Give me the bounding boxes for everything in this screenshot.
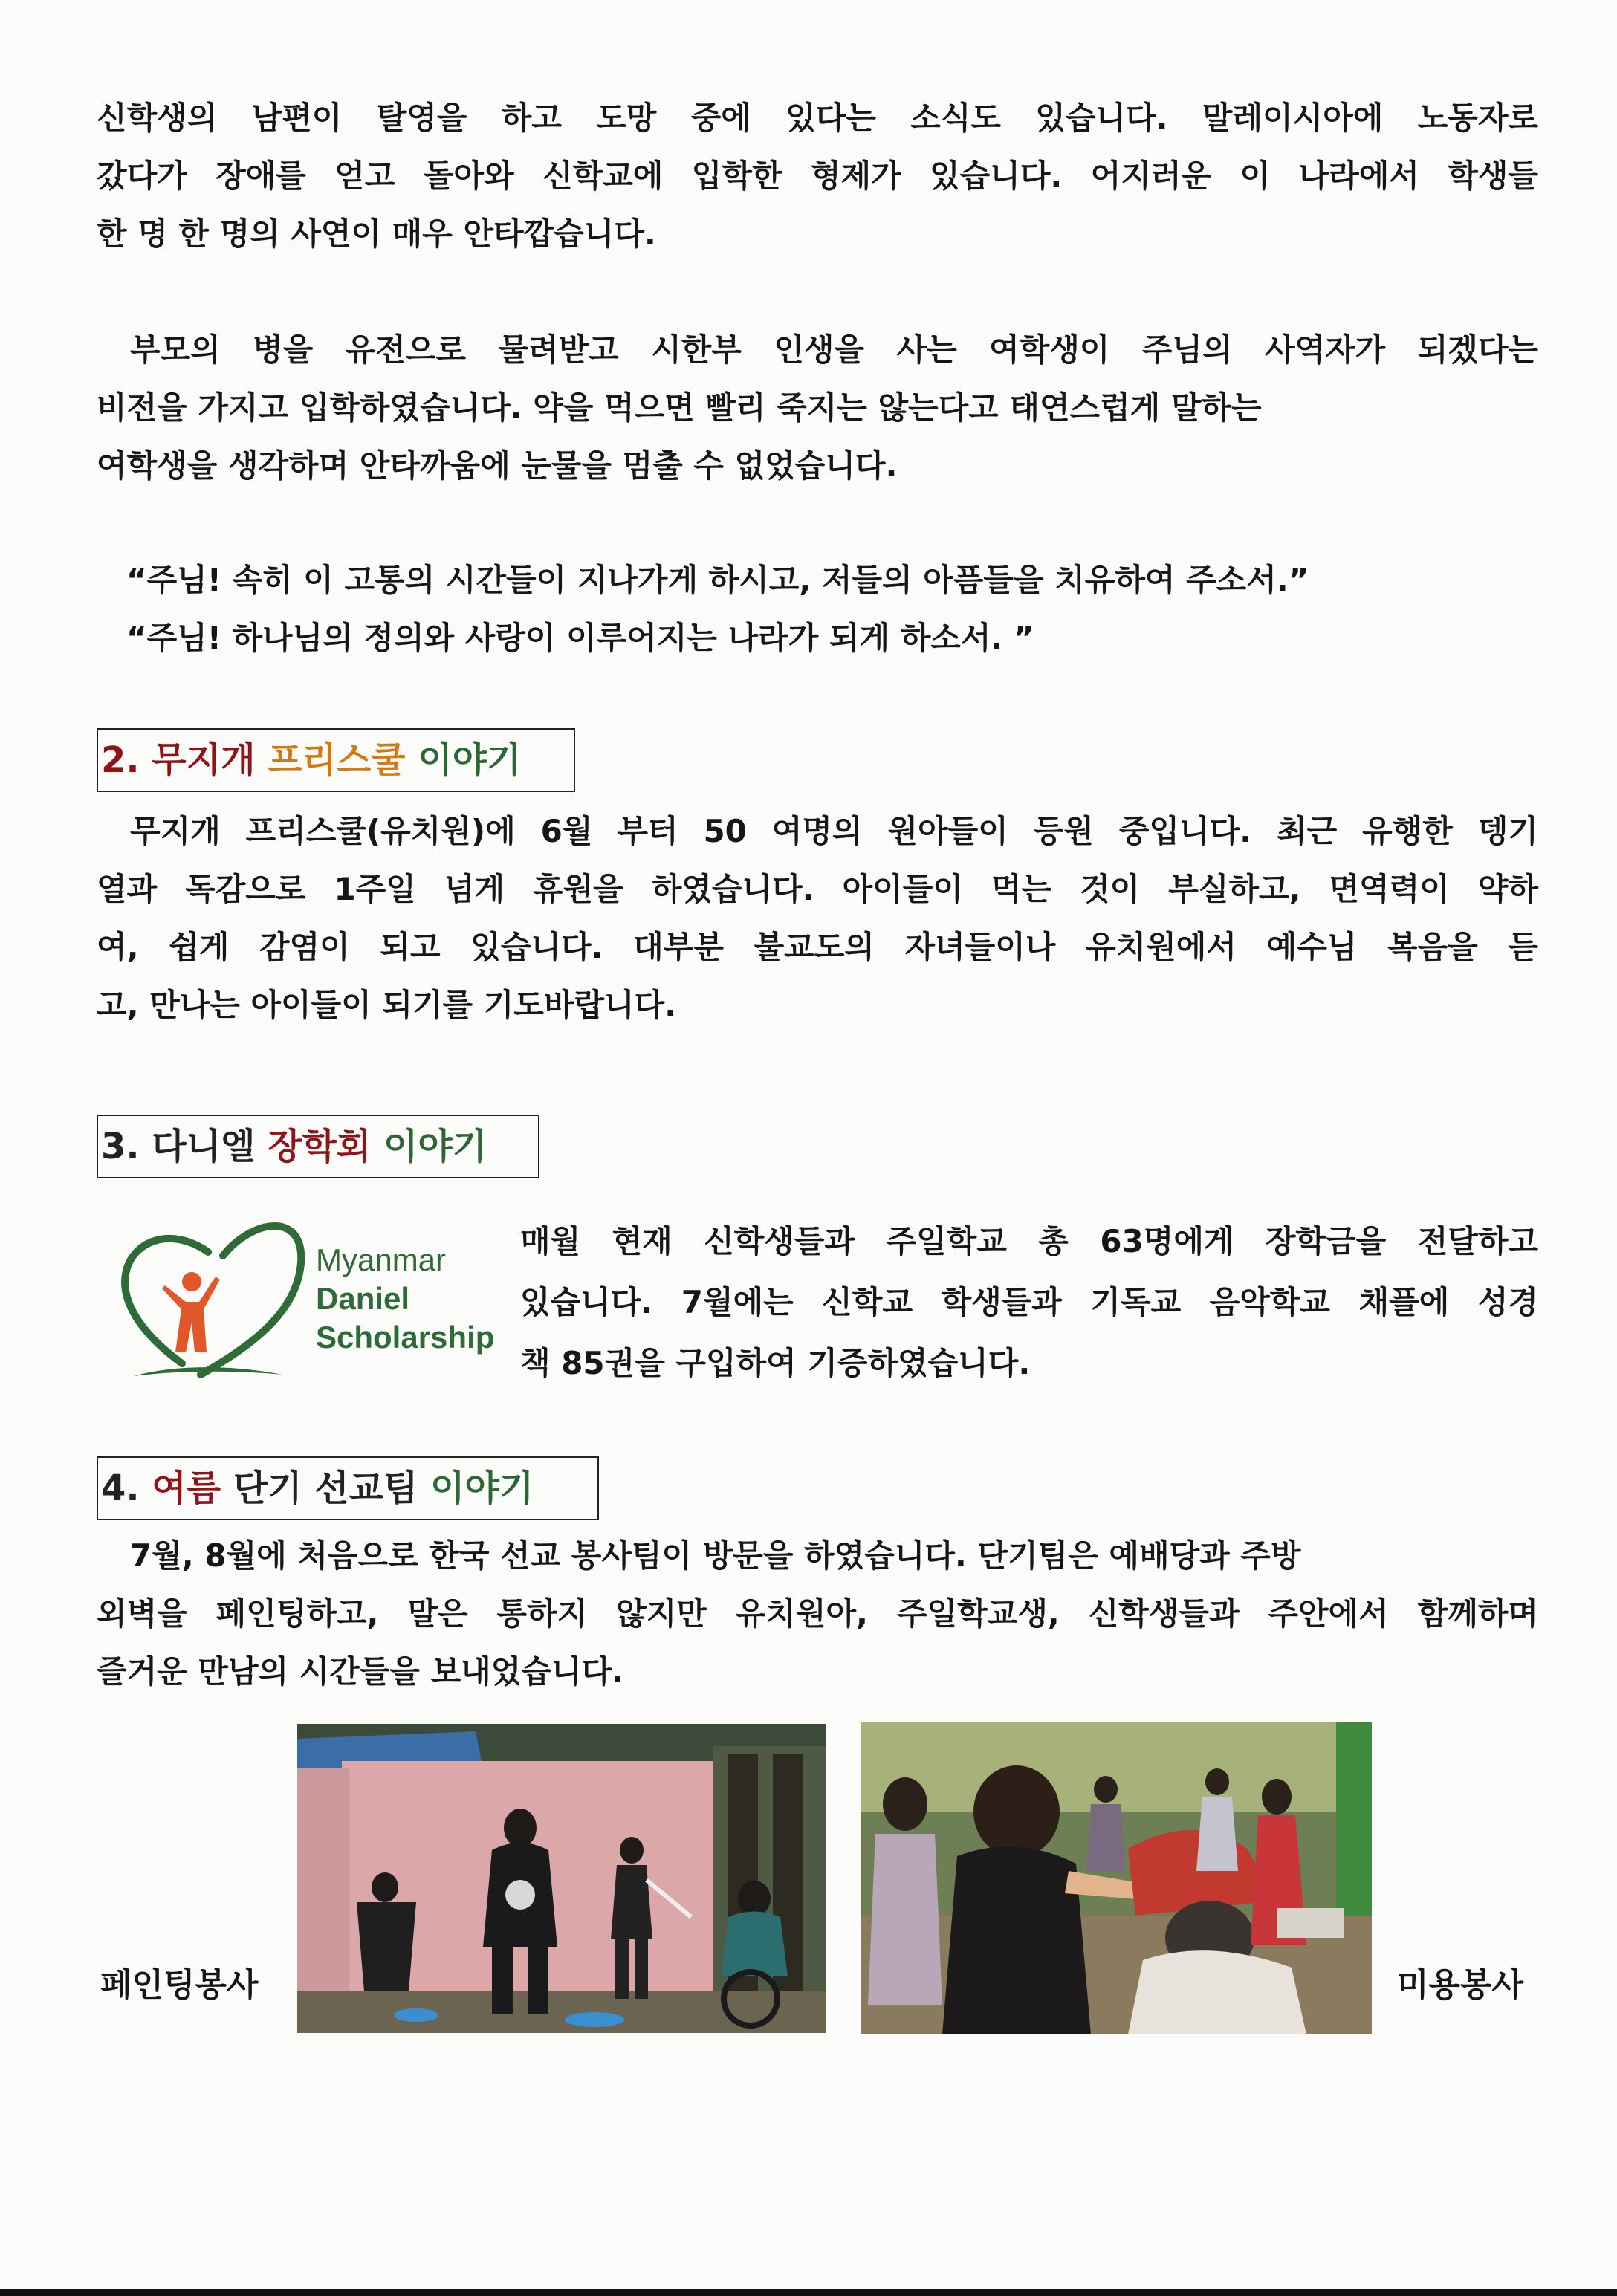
logo-line: Myanmar <box>316 1242 447 1277</box>
text-line: 외벽을 페인팅하고, 말은 통하지 않지만 유치원아, 주일학교생, 신학생들과 주안에서 함께하며 <box>97 1595 1538 1632</box>
heading-word: 무지개 <box>152 739 256 781</box>
section-3-body <box>520 1211 1538 1394</box>
logo-line: Scholarship <box>316 1320 495 1355</box>
paragraph-1 <box>97 89 1538 263</box>
text-line: 열과 독감으로 1주일 넘게 휴원을 하였습니다. 아이들이 먹는 것이 부실하고, 면역력이 약하 <box>97 871 1538 907</box>
prayer-1: “주님! 속히 이 고통의 시간들이 지나가게 하시고, 저들의 아픔들을 치유하여 주소서.” <box>126 562 1309 598</box>
prayer-2: “주님! 하나님의 정의와 사랑이 이루어지는 나라가 되게 하소서. ” <box>126 620 1034 656</box>
page-edge <box>0 2289 1617 2296</box>
heading-word: 장학회 <box>268 1126 372 1167</box>
section-2-heading <box>97 728 575 792</box>
heading-word: 여름 <box>152 1468 221 1509</box>
text-line: 무지개 프리스쿨(유치원)에 6월 부터 50 여명의 원아들이 등원 중입니다. 최근 유행한 뎅기 <box>130 813 1538 849</box>
section-3-heading <box>97 1115 539 1178</box>
section-number: 2. <box>101 739 140 781</box>
photo-caption-right: 미용봉사 <box>1397 1966 1524 2004</box>
heading-word: 다니엘 <box>152 1126 256 1167</box>
heading-word: 선교팀 <box>314 1468 418 1509</box>
text-line: 비전을 가지고 입학하였습니다. 약을 먹으면 빨리 죽지는 않는다고 태연스럽게 말하는 <box>97 389 1262 426</box>
photo-caption-left: 페인팅봉사 <box>100 1966 259 2004</box>
heading-word: 이야기 <box>430 1468 534 1509</box>
text-line: 있습니다. 7월에는 신학교 학생들과 기독교 음악학교 채플에 성경 <box>520 1284 1538 1320</box>
text-line: 한 명 한 명의 사연이 매우 안타깝습니다. <box>97 215 656 252</box>
text-line: 여, 쉽게 감염이 되고 있습니다. 대부분 불교도의 자녀들이나 유치원에서 예수님 복음을 듣 <box>97 929 1538 965</box>
text-line: 즐거운 만남의 시간들을 보내었습니다. <box>97 1653 623 1690</box>
logo-line: Daniel <box>316 1281 410 1316</box>
text-line: 부모의 병을 유전으로 물려받고 시한부 인생을 사는 여학생이 주님의 사역자가 되겠다는 <box>130 331 1538 368</box>
text-line: 고, 만나는 아이들이 되기를 기도바랍니다. <box>97 987 677 1023</box>
painting-photo <box>297 1724 826 2033</box>
logo-text <box>316 1241 494 1357</box>
section-4-heading <box>97 1456 599 1520</box>
heading-word: 단기 <box>233 1468 302 1509</box>
heading-word: 이야기 <box>418 739 522 781</box>
section-number: 4. <box>101 1468 140 1509</box>
section-4-body <box>97 1527 1538 1701</box>
text-line: 갔다가 장애를 얻고 돌아와 신학교에 입학한 형제가 있습니다. 어지러운 이 나라에서 학생들 <box>97 158 1538 194</box>
text-line: 매월 현재 신학생들과 주일학교 총 63명에게 장학금을 전달하고 <box>520 1223 1538 1259</box>
haircut-photo <box>861 1722 1372 2034</box>
text-line: 7월, 8월에 처음으로 한국 선교 봉사팀이 방문을 하였습니다. 단기팀은 예배당과 주방 <box>130 1537 1301 1574</box>
text-line: 여학생을 생각하며 안타까움에 눈물을 멈출 수 없었습니다. <box>97 447 898 484</box>
heading-word: 이야기 <box>383 1126 487 1167</box>
text-line: 신학생의 남편이 탈영을 하고 도망 중에 있다는 소식도 있습니다. 말레이시아에 노동자로 <box>97 100 1538 136</box>
section-number: 3. <box>101 1126 140 1167</box>
paragraph-2 <box>97 321 1538 495</box>
section-2-body <box>97 802 1538 1034</box>
heading-word: 프리스쿨 <box>268 739 406 781</box>
text-line: 책 85권을 구입하여 기증하였습니다. <box>520 1345 1031 1381</box>
